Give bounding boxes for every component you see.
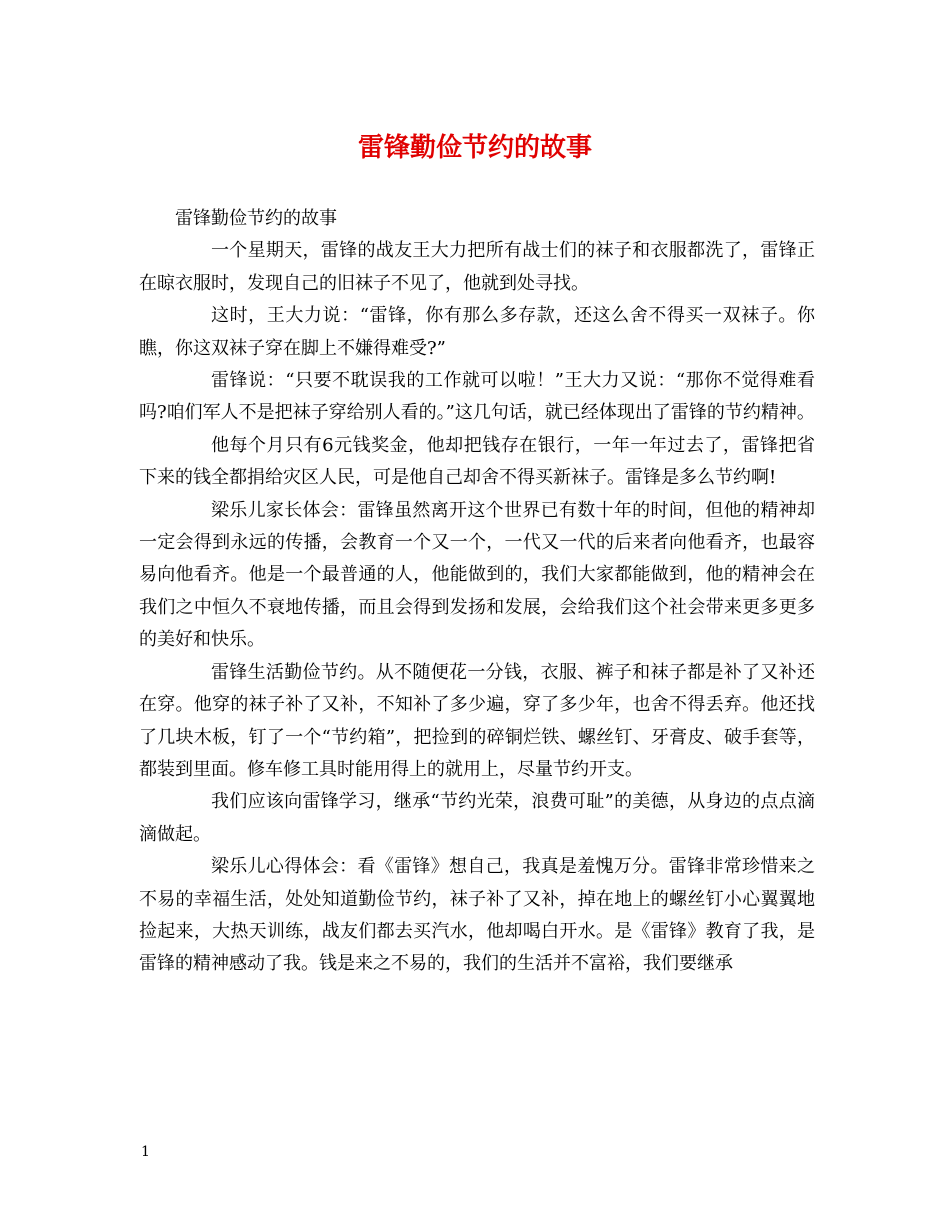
paragraph: 梁乐儿家长体会：雷锋虽然离开这个世界已有数十年的时间，但他的精神却一定会得到永远的传播，会教育一个又一个，一代又一代的后来者向他看齐，也最容易向他看齐。他是一个最普通的人，他能做到的，我们大家都能做到，他的精神会在我们之中恒久不衰地传播，而且会得到发扬和发展，会给我们这个社会带来更多更多的美好和快乐。: [139, 499, 815, 651]
page-number: 1: [141, 1144, 150, 1160]
paragraph: 一个星期天，雷锋的战友王大力把所有战士们的袜子和衣服都洗了，雷锋正在晾衣服时，发现自己的旧袜子不见了，他就到处寻找。: [139, 240, 815, 294]
paragraph: 我们应该向雷锋学习，继承“节约光荣，浪费可耻”的美德，从身边的点点滴滴做起。: [139, 791, 815, 845]
paragraph: 这时，王大力说：“雷锋，你有那么多存款，还这么舍不得买一双袜子。你瞧，你这双袜子穿在脚上不嫌得难受?”: [139, 305, 815, 359]
paragraph: 雷锋说：“只要不耽误我的工作就可以啦！”王大力又说：“那你不觉得难看吗?咱们军人不是把袜子穿给别人看的。”这几句话，就已经体现出了雷锋的节约精神。: [139, 370, 815, 424]
paragraph: 梁乐儿心得体会：看《雷锋》想自己，我真是羞愧万分。雷锋非常珍惜来之不易的幸福生活，处处知道勤俭节约，袜子补了又补，掉在地上的螺丝钉小心翼翼地捡起来，大热天训练，战友们都去买汽水，他却喝白开水。是《雷锋》教育了我，是雷锋的精神感动了我。钱是来之不易的，我们的生活并不富裕，我们要继承: [139, 856, 815, 975]
paragraph: 他每个月只有6元钱奖金，他却把钱存在银行，一年一年过去了，雷锋把省下来的钱全都捐给灾区人民，可是他自己却舍不得买新袜子。雷锋是多么节约啊!: [139, 434, 815, 489]
document-body: [139, 203, 815, 981]
document-title: 雷锋勤俭节约的故事: [357, 133, 592, 163]
paragraph: 雷锋生活勤俭节约。从不随便花一分钱，衣服、裤子和袜子都是补了又补还在穿。他穿的袜子补了又补，不知补了多少遍，穿了多少年，也舍不得丢弃。他还找了几块木板，钉了一个“节约箱”，把捡到的碎铜烂铁、螺丝钉、牙膏皮、破手套等，都装到里面。修车修工具时能用得上的就用上，尽量节约开支。: [139, 661, 815, 780]
document-subtitle: 雷锋勤俭节约的故事: [175, 208, 337, 229]
